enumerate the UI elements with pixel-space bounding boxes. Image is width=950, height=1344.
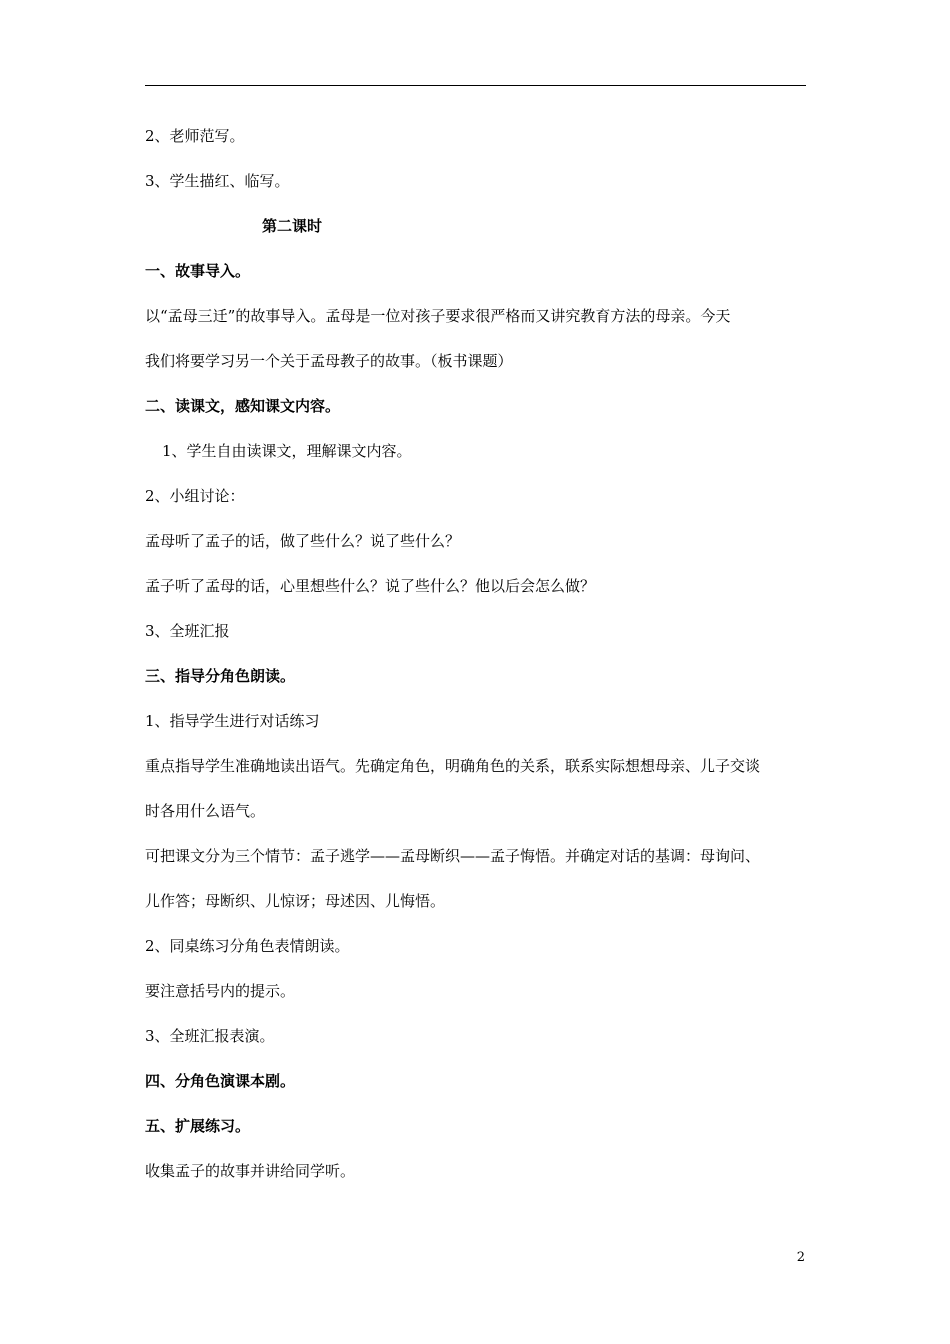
- text-line-step-2: 2、老师范写。: [145, 127, 245, 145]
- text-line-bracket-hints: 要注意括号内的提示。: [145, 982, 296, 1000]
- heading-role-reading: 三、指导分角色朗读。: [145, 667, 296, 685]
- text-line-class-performance: 3、全班汇报表演。: [145, 1027, 275, 1045]
- text-line-group-discussion: 2、小组讨论：: [145, 487, 245, 505]
- text-line-question-2: 孟子听了孟母的话，心里想些什么？说了些什么？他以后会怎么做？: [145, 577, 596, 595]
- text-line-pair-practice: 2、同桌练习分角色表情朗读。: [145, 937, 350, 955]
- heading-story-intro: 一、故事导入。: [145, 262, 251, 280]
- paragraph-tone-line-2: 时各用什么语气。: [145, 802, 266, 820]
- text-line-dialogue-practice: 1、指导学生进行对话练习: [145, 712, 320, 730]
- text-line-free-reading: 1、学生自由读课文，理解课文内容。: [162, 442, 412, 460]
- heading-play-script: 四、分角色演课本剧。: [145, 1072, 296, 1090]
- text-line-question-1: 孟母听了孟子的话，做了些什么？说了些什么？: [145, 532, 461, 550]
- paragraph-plot-line-1: 可把课文分为三个情节：孟子逃学——孟母断织——孟子悔悟。并确定对话的基调：母询问、: [145, 847, 761, 865]
- page-number: 2: [796, 1250, 805, 1265]
- text-line-step-3: 3、学生描红、临写。: [145, 172, 290, 190]
- paragraph-tone-line-1: 重点指导学生准确地读出语气。先确定角色，明确角色的关系，联系实际想想母亲、儿子交谈: [145, 757, 761, 775]
- paragraph-intro-line-1: 以“孟母三迁”的故事导入。孟母是一位对孩子要求很严格而又讲究教育方法的母亲。今天: [145, 307, 731, 325]
- text-line-class-report: 3、全班汇报: [145, 622, 230, 640]
- paragraph-intro-line-2: 我们将要学习另一个关于孟母教子的故事。（板书课题）: [145, 352, 513, 370]
- heading-read-text: 二、读课文，感知课文内容。: [145, 397, 341, 415]
- heading-extension: 五、扩展练习。: [145, 1117, 251, 1135]
- header-rule: [145, 85, 806, 86]
- section-title-second-lesson: 第二课时: [262, 217, 323, 235]
- text-line-collect-stories: 收集孟子的故事并讲给同学听。: [145, 1162, 356, 1180]
- paragraph-plot-line-2: 儿作答；母断织、儿惊讶；母述因、儿悔悟。: [145, 892, 446, 910]
